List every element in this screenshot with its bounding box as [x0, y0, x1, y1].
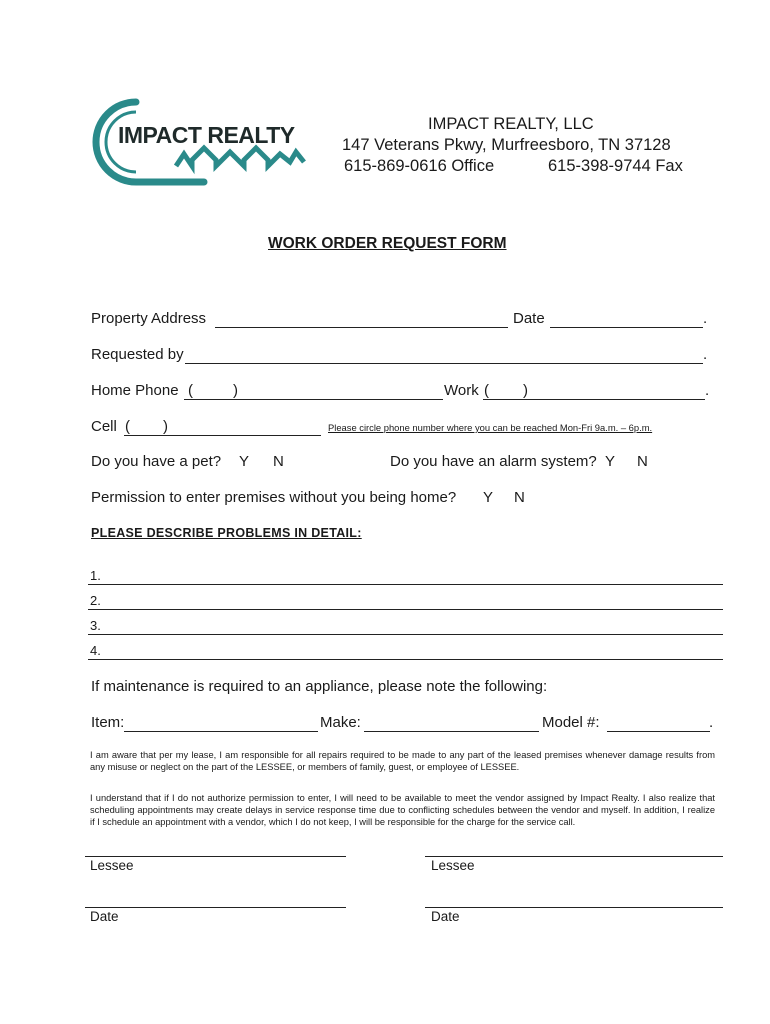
pet-question: Do you have a pet?: [91, 453, 222, 470]
company-logo: [92, 96, 312, 186]
company-office-phone: 615-869-0616 Office: [344, 157, 495, 175]
date-label-right: Date: [431, 909, 460, 924]
requested-by-period: .: [703, 346, 708, 363]
date-label-left: Date: [90, 909, 119, 924]
home-phone-paren-open: (: [188, 382, 193, 399]
model-period: .: [709, 714, 714, 731]
date-signature-line-right[interactable]: [425, 907, 723, 908]
problems-heading: PLEASE DESCRIBE PROBLEMS IN DETAIL:: [91, 526, 362, 540]
permission-yes-option[interactable]: Y: [483, 489, 494, 506]
problem-line-4[interactable]: [88, 643, 723, 660]
model-field[interactable]: [607, 714, 710, 732]
lessee-signature-line-right[interactable]: [425, 856, 723, 857]
problem-number: 2.: [90, 593, 101, 608]
problem-line-1[interactable]: [88, 568, 723, 585]
date-period: .: [703, 310, 708, 327]
scheduling-paragraph: I understand that if I do not authorize permission to enter, I will need to be available to meet the vendor assigned by Impact Realty. I also realize that scheduling appointments may create delays in service response time due to conflicting schedules between the vendor and myself. In addition, I realize if I schedule an appointment with a vendor, which I do not keep, I will be responsible for the charge for the service call.: [90, 793, 715, 828]
pet-no-option[interactable]: N: [273, 453, 284, 470]
problem-number: 3.: [90, 618, 101, 633]
home-phone-field[interactable]: [184, 382, 443, 400]
cell-phone-field[interactable]: [124, 418, 321, 436]
problem-number: 4.: [90, 643, 101, 658]
problem-number: 1.: [90, 568, 101, 583]
lessee-label-right: Lessee: [431, 858, 475, 873]
permission-question: Permission to enter premises without you being home?: [91, 489, 457, 506]
lease-responsibility-paragraph: I am aware that per my lease, I am responsible for all repairs required to be made to any part of the leased premises whenever damage results from any misuse or neglect on the part of the LESSEE, or members of family, guest, or employee of LESSEE.: [90, 750, 715, 773]
company-fax: 615-398-9744 Fax: [548, 157, 683, 175]
property-address-label: Property Address: [91, 310, 207, 327]
requested-by-field[interactable]: [185, 346, 703, 364]
date-signature-line-left[interactable]: [85, 907, 346, 908]
requested-by-label: Requested by: [91, 346, 184, 363]
alarm-yes-option[interactable]: Y: [605, 453, 616, 470]
logo-wordmark: IMPACT REALTY: [118, 122, 295, 148]
alarm-no-option[interactable]: N: [637, 453, 648, 470]
date-field[interactable]: [550, 310, 703, 328]
date-label: Date: [513, 310, 545, 327]
work-label: Work: [444, 382, 479, 399]
model-label: Model #:: [542, 714, 600, 731]
company-address: 147 Veterans Pkwy, Murfreesboro, TN 37128: [342, 136, 671, 154]
work-paren-close: ): [523, 382, 528, 399]
cell-paren-close: ): [163, 418, 168, 435]
problem-line-3[interactable]: [88, 618, 723, 635]
item-label: Item:: [91, 714, 125, 731]
home-phone-label: Home Phone: [91, 382, 179, 399]
work-period: .: [705, 382, 710, 399]
lessee-label-left: Lessee: [90, 858, 134, 873]
pet-yes-option[interactable]: Y: [239, 453, 250, 470]
cell-label: Cell: [91, 418, 117, 435]
work-paren-open: (: [484, 382, 489, 399]
property-address-field[interactable]: [215, 310, 508, 328]
phone-note: Please circle phone number where you can be reached Mon-Fri 9a.m. – 6p.m.: [328, 422, 653, 433]
company-name: IMPACT REALTY, LLC: [428, 115, 594, 133]
lessee-signature-line-left[interactable]: [85, 856, 346, 857]
appliance-note: If maintenance is required to an appliance, please note the following:: [91, 678, 548, 695]
problem-line-2[interactable]: [88, 593, 723, 610]
permission-no-option[interactable]: N: [514, 489, 525, 506]
alarm-question: Do you have an alarm system?: [390, 453, 597, 470]
home-phone-paren-close: ): [233, 382, 238, 399]
item-field[interactable]: [124, 714, 318, 732]
work-phone-field[interactable]: [483, 382, 705, 400]
form-title: WORK ORDER REQUEST FORM: [268, 235, 507, 252]
make-field[interactable]: [364, 714, 539, 732]
make-label: Make:: [320, 714, 361, 731]
cell-paren-open: (: [125, 418, 130, 435]
